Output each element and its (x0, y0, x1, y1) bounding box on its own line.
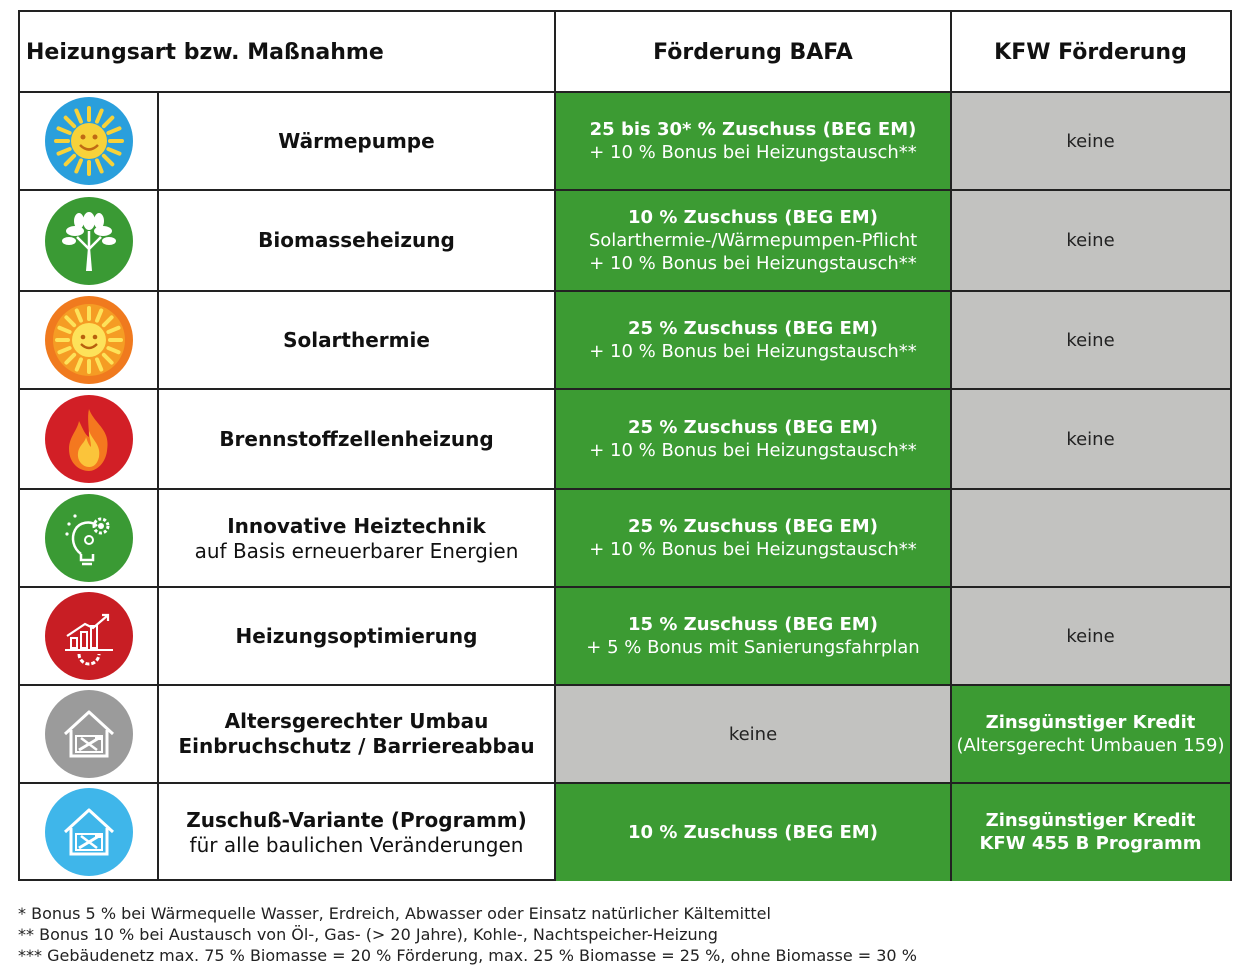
tree-icon (45, 197, 133, 285)
grid-line (157, 92, 159, 881)
kfw-funding-cell (951, 190, 1230, 291)
funding-text: keine (1066, 329, 1115, 351)
icon-cell (20, 190, 158, 291)
heating-type-name: Solarthermie (283, 327, 430, 352)
heating-type-cell (158, 489, 555, 587)
heating-type-name: Wärmepumpe (278, 128, 435, 153)
header-bafa-label: Förderung BAFA (653, 39, 853, 65)
flame-icon (45, 395, 133, 483)
grid-line (554, 12, 556, 881)
grid-line (20, 290, 1230, 292)
footnote: ** Bonus 10 % bei Austausch von Öl-, Gas- (> 20 Jahre), Kohle-, Nachtspeicher-Heizung (18, 925, 718, 944)
header-heating-type (20, 12, 555, 92)
funding-text: keine (1066, 130, 1115, 152)
funding-text: keine (1066, 428, 1115, 450)
grid-line (20, 684, 1230, 686)
bafa-funding-cell (555, 190, 951, 291)
heating-type-cell (158, 783, 555, 881)
funding-text: + 10 % Bonus bei Heizungstausch** (589, 539, 917, 560)
funding-text: + 10 % Bonus bei Heizungstausch** (589, 253, 917, 274)
funding-text: keine (728, 723, 778, 745)
smiling-sun-icon (45, 97, 133, 185)
grid-line (950, 12, 952, 881)
heating-type-name: Heizungsoptimierung (235, 623, 478, 648)
heating-type-cell (158, 685, 555, 783)
growth-chart-gear-icon (45, 592, 133, 680)
house-tools-icon (45, 788, 133, 876)
bafa-funding-cell (555, 92, 951, 190)
heating-type-name-line2: Einbruchschutz / Barriereabbau (178, 734, 535, 758)
heating-type-description: für alle baulichen Veränderungen (189, 832, 524, 857)
heating-type-name: Biomasseheizung (258, 228, 455, 252)
kfw-funding-cell (951, 291, 1230, 389)
kfw-funding-cell (951, 685, 1230, 783)
funding-text: 25 % Zuschuss (BEG EM) (628, 417, 878, 438)
icon-cell (20, 92, 158, 190)
header-kfw-label: KFW Förderung (994, 39, 1187, 65)
icon-cell (20, 389, 158, 489)
lightbulb-gear-icon (45, 494, 133, 582)
heating-type-description: auf Basis erneuerbarer Energien (194, 538, 519, 563)
funding-text: 25 % Zuschuss (BEG EM) (628, 318, 878, 339)
kfw-funding-cell (951, 783, 1230, 881)
sun-icon (45, 296, 133, 384)
header-kfw (951, 12, 1230, 92)
heating-type-cell (158, 190, 555, 291)
heating-type-cell (158, 389, 555, 489)
funding-text: (Altersgerecht Umbauen 159) (956, 735, 1225, 756)
funding-text: 25 % Zuschuss (BEG EM) (628, 516, 878, 537)
house-tools-icon (45, 690, 133, 778)
heating-type-cell (158, 92, 555, 190)
funding-text: 10 % Zuschuss (BEG EM) (628, 207, 878, 228)
funding-text: + 10 % Bonus bei Heizungstausch** (589, 142, 917, 163)
footnote: *** Gebäudenetz max. 75 % Biomasse = 20 % Förderung, max. 25 % Biomasse = 25 %, ohne Biomasse = 30 % (18, 946, 917, 965)
funding-text: + 10 % Bonus bei Heizungstausch** (589, 341, 917, 362)
funding-text: Zinsgünstiger Kredit (985, 810, 1196, 831)
bafa-funding-cell (555, 489, 951, 587)
grid-line (20, 91, 1230, 93)
bafa-funding-cell (555, 685, 951, 783)
funding-text: + 5 % Bonus mit Sanierungsfahrplan (586, 637, 920, 658)
header-heating-type-label: Heizungsart bzw. Maßnahme (26, 39, 384, 65)
icon-cell (20, 489, 158, 587)
icon-cell (20, 587, 158, 685)
funding-text: keine (1066, 625, 1115, 647)
heating-type-name: Zuschuß-Variante (Programm) (186, 807, 527, 832)
heating-type-cell (158, 587, 555, 685)
grid-line (20, 586, 1230, 588)
funding-table (18, 10, 1232, 881)
funding-text: 25 bis 30* % Zuschuss (BEG EM) (589, 119, 917, 140)
icon-cell (20, 291, 158, 389)
bafa-funding-cell (555, 389, 951, 489)
funding-text: 15 % Zuschuss (BEG EM) (628, 614, 878, 635)
heating-type-name: Altersgerechter Umbau (224, 709, 489, 733)
footnote: * Bonus 5 % bei Wärmequelle Wasser, Erdreich, Abwasser oder Einsatz natürlicher Kältemittel (18, 904, 771, 923)
heating-type-cell (158, 291, 555, 389)
funding-text: Zinsgünstiger Kredit (985, 712, 1196, 733)
grid-line (20, 782, 1230, 784)
kfw-funding-cell (951, 92, 1230, 190)
kfw-funding-cell (951, 389, 1230, 489)
kfw-funding-cell (951, 489, 1230, 587)
header-bafa (555, 12, 951, 92)
grid-line (20, 388, 1230, 390)
grid-line (20, 488, 1230, 490)
bafa-funding-cell (555, 587, 951, 685)
grid-line (20, 189, 1230, 191)
funding-text: Solarthermie-/Wärmepumpen-Pflicht (588, 230, 918, 251)
funding-text: KFW 455 B Programm (979, 833, 1202, 854)
bafa-funding-cell (555, 291, 951, 389)
footnotes (18, 903, 917, 966)
bafa-funding-cell (555, 783, 951, 881)
funding-text: 10 % Zuschuss (BEG EM) (628, 821, 878, 843)
icon-cell (20, 685, 158, 783)
icon-cell (20, 783, 158, 881)
funding-text: keine (1066, 230, 1115, 251)
kfw-funding-cell (951, 587, 1230, 685)
heating-type-name: Brennstoffzellenheizung (219, 426, 494, 451)
funding-text: + 10 % Bonus bei Heizungstausch** (589, 440, 917, 461)
heating-type-name: Innovative Heiztechnik (227, 513, 486, 538)
